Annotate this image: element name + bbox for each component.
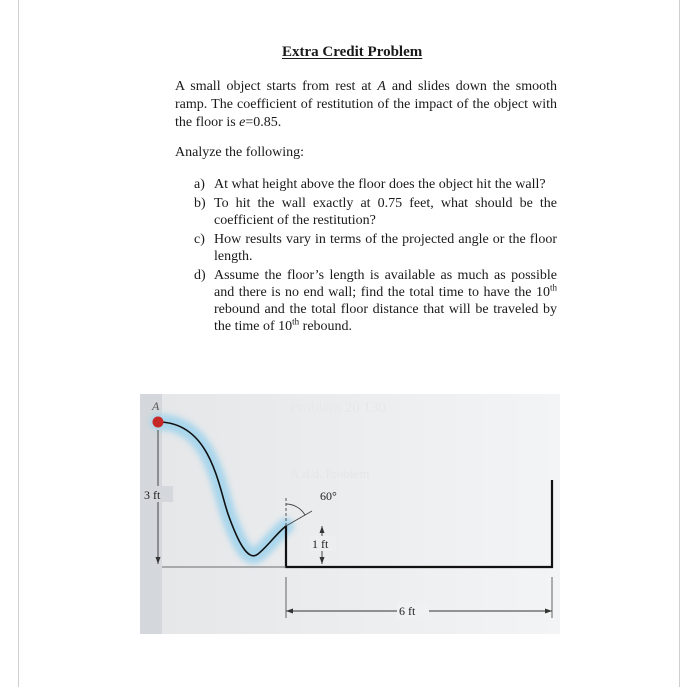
problem-statement — [175, 78, 557, 132]
intro-text-2: and slides down the smooth ramp. The coefficient of restitution of the impact of the object with the floor is — [175, 79, 558, 130]
question-d: d) Assume the floor’s length is available as much as possible and there is no end wall; find the total time to have the 10th rebound and the total floor distance that will be traveled by the time of 10th rebound. — [194, 268, 557, 334]
question-b: b) To hit the wall exactly at 0.75 feet, what should be the coefficient of the restitution? — [194, 196, 557, 228]
question-c: c) How results vary in terms of the projected angle or the floor length. — [194, 232, 557, 264]
height-label: 3 ft — [144, 488, 161, 502]
point-a-ref: A — [377, 79, 386, 94]
intro-text-1: A small object starts from rest at — [175, 79, 378, 94]
point-a-label: A — [152, 399, 160, 413]
analyze-heading: Analyze the following: — [175, 145, 305, 160]
e-value: =0.85. — [245, 115, 282, 130]
e-symbol: e — [239, 115, 246, 130]
figure-panel — [140, 394, 560, 634]
angle-label: 60° — [320, 489, 337, 503]
watermark-top: Problem 20 130 — [290, 400, 386, 416]
floor-length-label: 6 ft — [399, 604, 416, 618]
watermark-mid: A.d.d. Problem — [290, 466, 370, 481]
page-title: Extra Credit Problem — [282, 44, 423, 60]
ball — [153, 417, 164, 428]
question-list — [194, 176, 557, 337]
ramp-end-height-label: 1 ft — [312, 537, 329, 551]
question-a: a) At what height above the floor does the object hit the wall? — [194, 177, 546, 192]
ramp-diagram — [140, 394, 560, 634]
